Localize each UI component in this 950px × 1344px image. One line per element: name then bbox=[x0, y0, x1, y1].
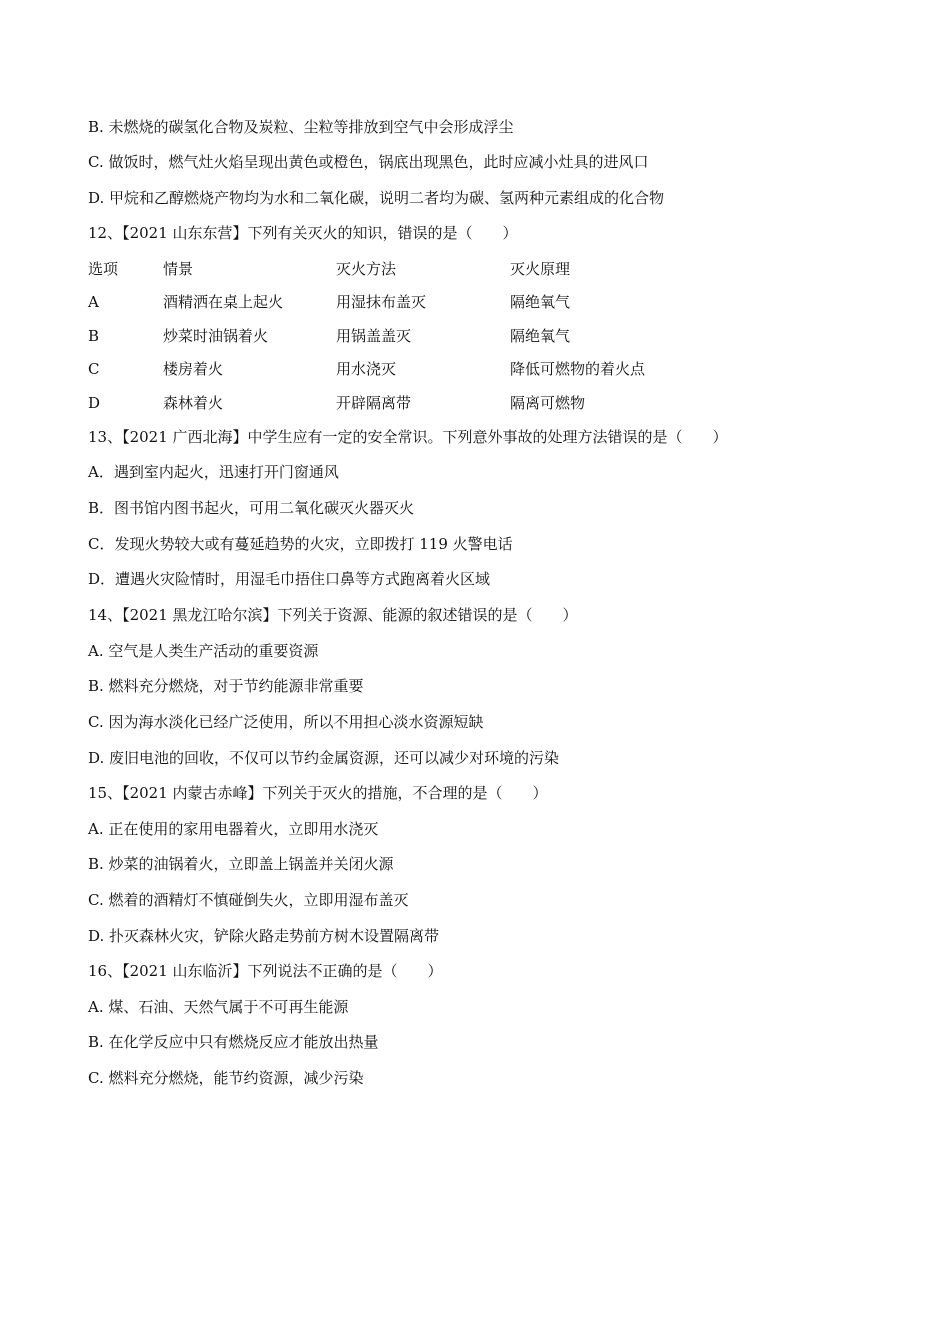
table-cell: 用锅盖盖灭 bbox=[336, 327, 412, 345]
table-row bbox=[88, 358, 868, 380]
table-cell: 楼房着火 bbox=[163, 360, 224, 378]
q11-option-d: D. 甲烷和乙醇燃烧产物均为水和二氧化碳，说明二者均为碳、氢两种元素组成的化合物 bbox=[88, 189, 665, 207]
table-cell: D bbox=[88, 394, 101, 412]
q16-option-c: C. 燃料充分燃烧，能节约资源，减少污染 bbox=[88, 1069, 364, 1087]
q15-stem: 15、【2021 内蒙古赤峰】下列关于灭火的措施，不合理的是（ ） bbox=[88, 784, 548, 802]
q13-option-b: B．图书馆内图书起火，可用二氧化碳灭火器灭火 bbox=[88, 499, 415, 517]
q16-option-a: A. 煤、石油、天然气属于不可再生能源 bbox=[88, 998, 349, 1016]
q11-option-c: C. 做饭时，燃气灶火焰呈现出黄色或橙色，锅底出现黑色，此时应减小灶具的进风口 bbox=[88, 153, 649, 171]
table-cell: 开辟隔离带 bbox=[336, 394, 412, 412]
table-cell: C bbox=[88, 360, 100, 378]
table-cell: 降低可燃物的着火点 bbox=[510, 360, 646, 378]
table-cell: 隔绝氧气 bbox=[510, 293, 571, 311]
q15-option-d: D. 扑灭森林火灾，铲除火路走势前方树木设置隔离带 bbox=[88, 927, 440, 945]
table-cell: 隔离可燃物 bbox=[510, 394, 586, 412]
q14-option-d: D. 废旧电池的回收，不仅可以节约金属资源，还可以减少对环境的污染 bbox=[88, 749, 560, 767]
q16-stem: 16、【2021 山东临沂】下列说法不正确的是（ ） bbox=[88, 962, 443, 980]
table-row bbox=[88, 291, 868, 313]
q14-stem: 14、【2021 黑龙江哈尔滨】下列关于资源、能源的叙述错误的是（ ） bbox=[88, 606, 578, 624]
table-cell: B bbox=[88, 327, 100, 345]
table-header-cell: 灭火原理 bbox=[510, 260, 571, 278]
table-cell: 隔绝氧气 bbox=[510, 327, 571, 345]
q15-option-a: A. 正在使用的家用电器着火，立即用水浇灭 bbox=[88, 820, 379, 838]
q13-option-a: A．遇到室内起火，迅速打开门窗通风 bbox=[88, 463, 339, 481]
table-cell: 炒菜时油锅着火 bbox=[163, 327, 269, 345]
q15-option-c: C. 燃着的酒精灯不慎碰倒失火，立即用湿布盖灭 bbox=[88, 891, 409, 909]
table-cell: 用湿抹布盖灭 bbox=[336, 293, 427, 311]
table-row bbox=[88, 392, 868, 414]
q11-option-b: B. 未燃烧的碳氢化合物及炭粒、尘粒等排放到空气中会形成浮尘 bbox=[88, 118, 514, 136]
table-header-cell: 灭火方法 bbox=[336, 260, 397, 278]
table-row bbox=[88, 325, 868, 347]
q13-option-c: C．发现火势较大或有蔓延趋势的火灾，立即拨打 119 火警电话 bbox=[88, 535, 513, 553]
table-cell: 酒精洒在桌上起火 bbox=[163, 293, 284, 311]
table-cell: A bbox=[88, 293, 99, 311]
q16-option-b: B. 在化学反应中只有燃烧反应才能放出热量 bbox=[88, 1033, 379, 1051]
q13-option-d: D．遭遇火灾险情时，用湿毛巾捂住口鼻等方式跑离着火区域 bbox=[88, 570, 491, 588]
q12-table-header bbox=[88, 258, 868, 280]
table-header-cell: 选项 bbox=[88, 260, 119, 278]
table-cell: 用水浇灭 bbox=[336, 360, 397, 378]
q14-option-b: B. 燃料充分燃烧，对于节约能源非常重要 bbox=[88, 677, 364, 695]
q14-option-a: A. 空气是人类生产活动的重要资源 bbox=[88, 642, 319, 660]
table-header-cell: 情景 bbox=[163, 260, 194, 278]
q15-option-b: B. 炒菜的油锅着火，立即盖上锅盖并关闭火源 bbox=[88, 855, 394, 873]
q12-stem: 12、【2021 山东东营】下列有关灭火的知识，错误的是（ ） bbox=[88, 224, 518, 242]
table-cell: 森林着火 bbox=[163, 394, 224, 412]
q13-stem: 13、【2021 广西北海】中学生应有一定的安全常识。下列意外事故的处理方法错误的是（ ） bbox=[88, 428, 728, 446]
q14-option-c: C. 因为海水淡化已经广泛使用，所以不用担心淡水资源短缺 bbox=[88, 713, 484, 731]
